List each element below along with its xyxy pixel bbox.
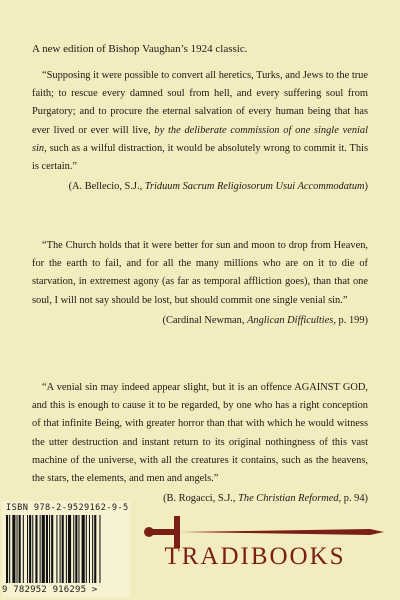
quote-rogacci: [32, 379, 368, 506]
quote-emphasis: by the deliberate commission of one single venial sin,: [32, 124, 368, 154]
quote-text: [32, 237, 368, 310]
barcode-bars: [2, 515, 130, 585]
citation-end: , p. 94): [338, 493, 368, 505]
barcode-digits: 9 782952 916295 >: [2, 585, 98, 595]
publisher-logo-text: TRADIBOOKS: [164, 543, 346, 570]
quote-newman: [32, 237, 368, 328]
citation-title: Triduum Sacrum Religiosorum Usui Accommodatum: [144, 181, 365, 193]
quote-citation: [32, 180, 368, 194]
quote-text-part: such as a wilful distraction, it would be absolutely wrong to commit it. This is certain.”: [32, 142, 368, 173]
citation-end: , p. 199): [333, 314, 368, 326]
citation-end: ): [364, 181, 368, 193]
citation-title: The Christian Reformed: [238, 493, 339, 505]
quote-citation: [32, 314, 368, 328]
quote-text: [32, 379, 368, 488]
quote-text-part: “Supposing it were possible to convert all heretics, Turks, and Jews to the true faith; to rescue every damned soul from hell, and every suffering soul from Purgatory; and to procure the eternal salvation of every human being that has ever lived or ever will live,: [32, 70, 368, 136]
isbn-barcode: [2, 501, 130, 597]
quote-bellecio: [32, 67, 368, 194]
citation-author: (B. Rogacci, S.J.,: [163, 493, 239, 505]
intro-line: A new edition of Bishop Vaughan’s 1924 classic.: [32, 43, 248, 55]
quote-text-part: “The Church holds that it were better for sun and moon to drop from Heaven, for the earth to fail, and for all the many millions who are on it to die of starvation, in extremest agony (as far as temporal affliction goes), than that one soul, I will not say should be lost, but should commit one single venial sin.”: [32, 240, 368, 306]
citation-author: (A. Bellecio, S.J.,: [68, 181, 145, 193]
isbn-label: ISBN 978-2-9529162-9-5: [6, 503, 129, 513]
citation-title: Anglican Difficulties: [247, 314, 334, 326]
quote-text-part: “A venial sin may indeed appear slight, but it is an offence AGAINST GOD, and this is enough to cause it to be regarded, by one who has a right conception of that infinite Being, with greater horror than that with which he would witness the utter destruction and instant return to its original nothingness of this vast machine of the universe, with all the creatures it contains, such as the heavens, the stars, the elements, and men and angels.”: [32, 382, 368, 485]
citation-author: (Cardinal Newman,: [162, 314, 248, 326]
quote-text: [32, 67, 368, 176]
